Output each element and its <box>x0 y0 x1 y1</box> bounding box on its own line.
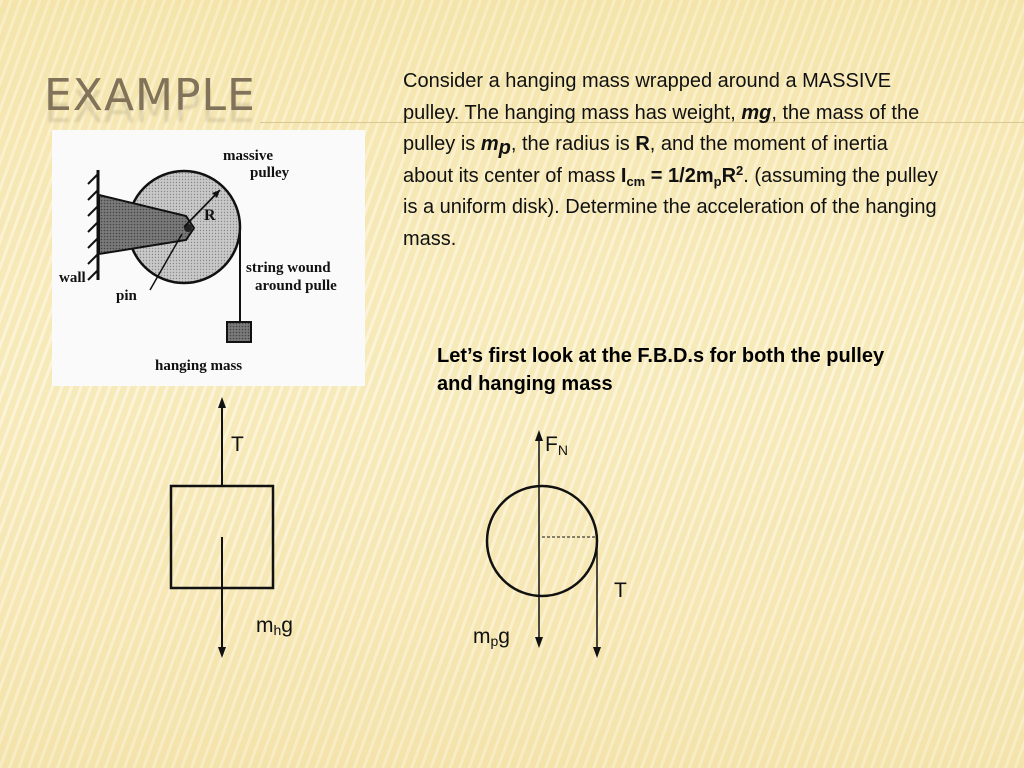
weight-arrowhead <box>218 647 226 658</box>
mass-tension-label: T <box>231 433 244 456</box>
desc-eq-mid: = 1/2m <box>645 164 714 187</box>
desc-mp-sub: p <box>498 137 511 159</box>
pulley-weight-label: mpg <box>473 625 510 649</box>
label-hanging-mass: hanging mass <box>155 358 243 374</box>
label-R: R <box>204 207 216 224</box>
desc-text-5: . (assuming the pulley is a uniform disk). Determine the acceleration of the hanging mass. <box>403 164 938 250</box>
desc-eq-sup: 2 <box>736 162 744 178</box>
desc-text-3: , the radius is <box>510 133 636 155</box>
label-string-1: string wound <box>246 260 331 276</box>
pulley-fbd <box>473 430 627 658</box>
label-wall: wall <box>59 270 86 286</box>
mass-weight-label: mhg <box>256 614 293 638</box>
label-massive: massive <box>223 148 273 164</box>
desc-eq-R: R <box>721 164 737 187</box>
label-pin: pin <box>116 288 137 304</box>
pulley-normal-label: FN <box>545 433 568 458</box>
desc-mp-m: m <box>480 133 499 155</box>
tension-arrowhead <box>218 397 226 408</box>
desc-text-1: Consider a hanging mass wrapped around a MASSIVE pulley. The hanging mass has weight, <box>403 70 892 124</box>
pulley-tension-label: T <box>614 579 627 602</box>
fbd-intro-text: Let’s first look at the F.B.D.s for both the pulley and hanging mass <box>437 345 885 395</box>
desc-I-sub: cm <box>626 173 646 189</box>
desc-text-4: , and the moment of inertia about its center of mass <box>403 133 888 187</box>
pulley-tension-arrowhead <box>593 647 601 658</box>
mass-fbd <box>171 397 293 658</box>
slide-title: EXAMPLE <box>44 70 256 121</box>
desc-mg: mg <box>741 101 772 124</box>
desc-text-2: , the mass of the pulley is <box>403 101 920 155</box>
normal-arrowhead <box>535 430 543 441</box>
desc-I: I <box>620 164 627 187</box>
pulley-weight-arrowhead <box>535 637 543 648</box>
label-string-2: around pulle <box>255 278 337 294</box>
pulley-circle <box>487 486 597 596</box>
desc-eq-p: p <box>713 173 722 189</box>
desc-R: R <box>635 133 650 155</box>
label-pulley: pulley <box>250 165 290 181</box>
